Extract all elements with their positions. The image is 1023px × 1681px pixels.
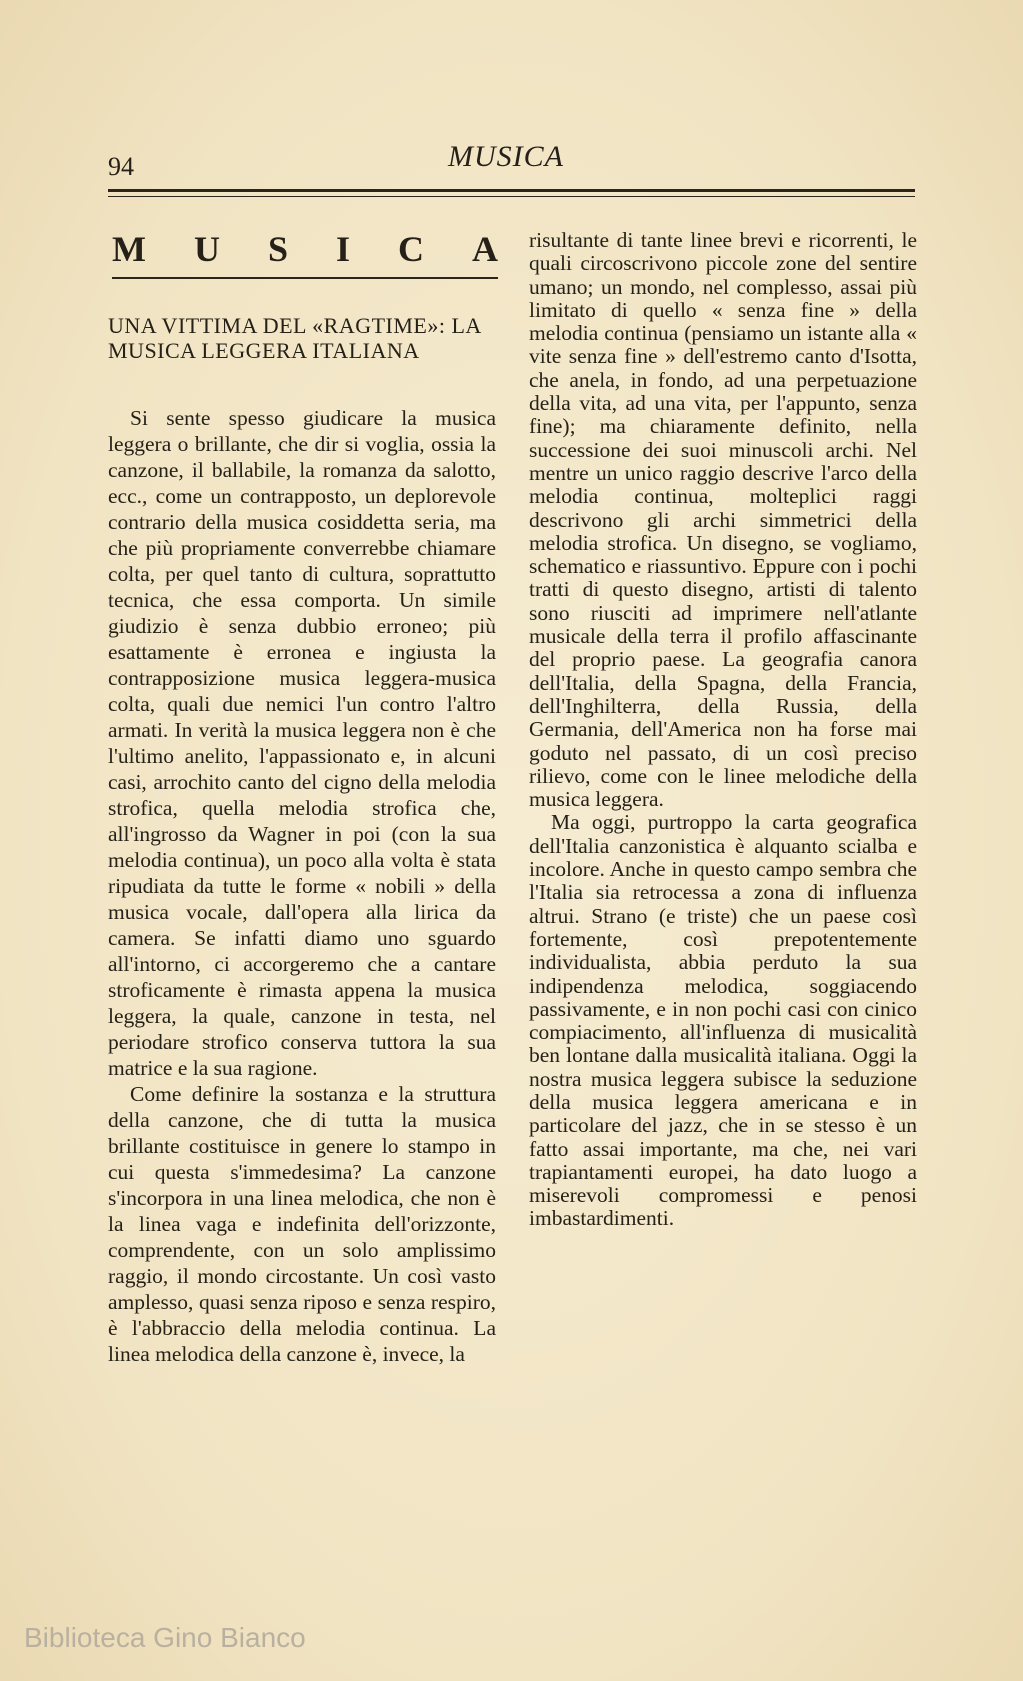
- section-title-letter: C: [397, 229, 424, 269]
- library-watermark: Biblioteca Gino Bianco: [24, 1622, 306, 1653]
- left-column: [108, 405, 496, 1367]
- running-title: MUSICA: [448, 140, 564, 173]
- article-subtitle: UNA VITTIMA DEL «RAGTIME»: LA MUSICA LEGGERA ITALIANA: [108, 313, 481, 363]
- paragraph: risultante di tante linee brevi e ricorrenti, le quali circoscrivono piccole zone del sentire umano; un mondo, nel complesso, assai più limitato di quello « senza fine » della melodia continua (pensiamo un istante alla « vite senza fine » dell'estremo canto d'Isotta, che anela, in fondo, ad una perpetuazione della vita, ad una vita, per l'appunto, senza fine); ma chiaramente definito, nella successione dei suoi minuscoli archi. Nel mentre un unico raggio descrive l'arco della melodia continua, molteplici raggi descrivono gli archi simmetrici della melodia strofica. Un disegno, se vogliamo, schematico e riassuntivo. Eppure con i pochi tratti di questo disegno, artisti di talento sono riusciti ad imprimere nell'atlante musicale della terra il profilo affascinante del proprio paese. La geografia canora dell'Italia, della Spagna, della Francia, dell'Inghilterra, della Russia, della Germania, dell'America non ha forse mai goduto nel passato, di un così preciso rilievo, come con le linee melodiche della musica leggera.: [529, 228, 917, 812]
- section-title-letter: U: [193, 229, 220, 269]
- paragraph: Si sente spesso giudicare la musica leggera o brillante, che dir si voglia, ossia la canzone, il ballabile, la romanza da salotto, ecc., come un contrapposto, un deplorevole contrario della musica cosiddetta seria, ma che più propriamente converrebbe chiamare colta, per quel tanto di cultura, soprattutto tecnica, che essa comporta. Un simile giudizio è senza dubbio erroneo; più esattamente è erronea e ingiusta la contrapposizione musica leggera-musica colta, quali due nemici l'un contro l'altro armati. In verità la musica leggera non è che l'ultimo anelito, l'appassionato e, in alcuni casi, arrochito canto del cigno della melodia strofica, quella melodia strofica che, all'ingrosso da Wagner in poi (con la sua melodia continua), un poco alla volta è stata ripudiata da tutte le forme « nobili » della musica vocale, dall'opera alla lirica da camera. Se infatti diamo uno sguardo all'intorno, ci accorgeremo che a cantare stroficamente è rimasta appena la musica leggera, la quale, canzone in testa, nel periodare strofico conserva tuttora la sua matrice e la sua ragione.: [108, 406, 496, 1080]
- section-title-letter: S: [267, 229, 288, 269]
- section-title-letter: A: [471, 229, 498, 269]
- right-column: [529, 229, 917, 1231]
- page-number: 94: [108, 152, 134, 181]
- section-title-rule: [112, 277, 498, 279]
- section-title-letter: I: [335, 229, 350, 269]
- section-title: [112, 228, 498, 270]
- section-title-letter: M: [112, 229, 146, 269]
- paragraph: Come definire la sostanza e la struttura della canzone, che di tutta la musica brillante costituisce in genere lo stampo in cui questa s'immedesima? La canzone s'incorpora in una linea melodica, che non è la linea vaga e indefinita dell'orizzonte, comprendente, con un solo amplissimo raggio, il mondo circostante. Un così vasto amplesso, quasi senza riposo e senza respiro, è l'abbraccio della melodia continua. La linea melodica della canzone è, invece, la: [108, 1082, 496, 1366]
- header-rule-thick: [108, 189, 915, 192]
- header-rule-thin: [108, 196, 915, 197]
- paragraph: Ma oggi, purtroppo la carta geografica dell'Italia canzonistica è alquanto scialba e incolore. Anche in questo campo sembra che l'Italia sia retrocessa a zona di influenza altrui. Strano (e triste) che un paese così fortemente, così prepotentemente individualista, abbia perduto la sua indipendenza melodica, soggiacendo passivamente, e in non pochi casi con cinico compiacimento, all'influenza di musicalità ben lontane dalla musicalità italiana. Oggi la nostra musica leggera subisce la seduzione della musica leggera americana e in particolare del jazz, che in se stesso è un fatto assai importante, ma che, nei vari trapiantamenti europei, ha dato luogo a miserevoli compromessi e penosi imbastardimenti.: [529, 810, 917, 1231]
